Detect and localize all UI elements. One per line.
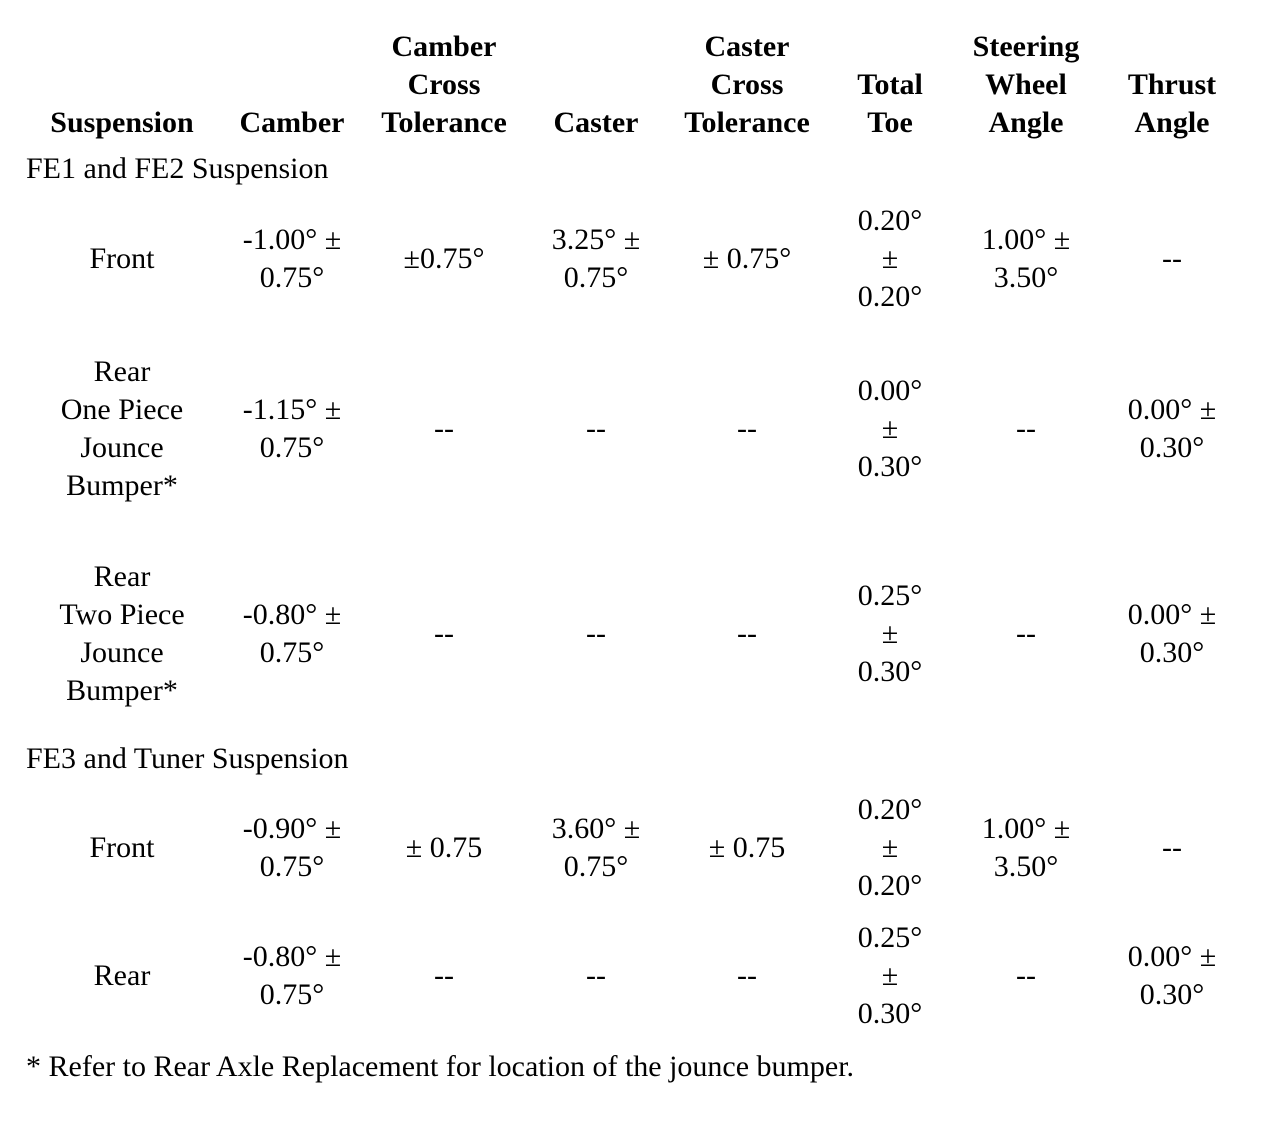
- cell-suspension: Front: [89, 242, 155, 275]
- header-caster-cross-tolerance: Caster Cross Tolerance: [684, 30, 810, 139]
- cell-caster: --: [586, 617, 606, 650]
- cell-total-toe: 0.00° ± 0.30°: [857, 374, 923, 483]
- cell-suspension: Rear Two Piece Jounce Bumper*: [59, 560, 185, 707]
- header-camber: Camber: [239, 106, 345, 139]
- table-body: [22, 144, 1244, 1040]
- section-title: FE3 and Tuner Suspension: [26, 742, 349, 775]
- cell-suspension: Rear One Piece Jounce Bumper*: [60, 355, 184, 502]
- table-row: [22, 324, 1244, 534]
- header-caster: Caster: [553, 106, 639, 139]
- cell-thrust-angle: 0.00° ± 0.30°: [1127, 940, 1217, 1011]
- cell-suspension: Rear: [93, 959, 151, 992]
- table-row: [22, 194, 1244, 324]
- header-row: [22, 28, 1244, 144]
- cell-camber-cross-tolerance: --: [434, 959, 454, 992]
- table-row: [22, 784, 1244, 912]
- cell-camber: -1.00° ± 0.75°: [242, 223, 342, 294]
- header-thrust-angle: Thrust Angle: [1127, 68, 1217, 139]
- table-row: [22, 912, 1244, 1040]
- header-camber-cross-tolerance: Camber Cross Tolerance: [381, 30, 507, 139]
- cell-steering-wheel-angle: --: [1016, 412, 1036, 445]
- cell-caster-cross-tolerance: ± 0.75: [708, 831, 786, 864]
- cell-steering-wheel-angle: --: [1016, 959, 1036, 992]
- section-row-fe1-fe2: [22, 144, 1244, 194]
- cell-camber: -1.15° ± 0.75°: [242, 393, 342, 464]
- cell-thrust-angle: 0.00° ± 0.30°: [1127, 393, 1217, 464]
- cell-caster-cross-tolerance: --: [737, 617, 757, 650]
- cell-suspension: Front: [89, 831, 155, 864]
- cell-camber: -0.90° ± 0.75°: [242, 812, 342, 883]
- cell-caster: 3.60° ± 0.75°: [551, 812, 641, 883]
- cell-camber: -0.80° ± 0.75°: [242, 598, 342, 669]
- cell-thrust-angle: 0.00° ± 0.30°: [1127, 598, 1217, 669]
- header-total-toe: Total Toe: [857, 68, 923, 139]
- cell-camber-cross-tolerance: --: [434, 617, 454, 650]
- cell-total-toe: 0.20° ± 0.20°: [857, 793, 923, 902]
- cell-thrust-angle: --: [1162, 242, 1182, 275]
- table-row: [22, 534, 1244, 734]
- cell-caster-cross-tolerance: --: [737, 959, 757, 992]
- footnote: * Refer to Rear Axle Replacement for location of the jounce bumper.: [26, 1050, 855, 1083]
- cell-steering-wheel-angle: 1.00° ± 3.50°: [981, 223, 1071, 294]
- cell-caster: --: [586, 412, 606, 445]
- cell-camber-cross-tolerance: --: [434, 412, 454, 445]
- cell-camber-cross-tolerance: ± 0.75: [405, 831, 483, 864]
- cell-caster: --: [586, 959, 606, 992]
- section-row-fe3-tuner: [22, 734, 1244, 784]
- alignment-spec-table: [22, 28, 1244, 1040]
- cell-camber-cross-tolerance: ±0.75°: [403, 242, 485, 275]
- cell-caster: 3.25° ± 0.75°: [551, 223, 641, 294]
- header-suspension: Suspension: [50, 106, 194, 139]
- cell-total-toe: 0.20° ± 0.20°: [857, 204, 923, 313]
- cell-total-toe: 0.25° ± 0.30°: [857, 579, 923, 688]
- cell-caster-cross-tolerance: ± 0.75°: [702, 242, 792, 275]
- cell-thrust-angle: --: [1162, 831, 1182, 864]
- section-title: FE1 and FE2 Suspension: [26, 152, 329, 185]
- cell-camber: -0.80° ± 0.75°: [242, 940, 342, 1011]
- cell-caster-cross-tolerance: --: [737, 412, 757, 445]
- header-steering-wheel-angle: Steering Wheel Angle: [972, 30, 1080, 139]
- table-header: [22, 28, 1244, 144]
- cell-total-toe: 0.25° ± 0.30°: [857, 921, 923, 1030]
- cell-steering-wheel-angle: 1.00° ± 3.50°: [981, 812, 1071, 883]
- cell-steering-wheel-angle: --: [1016, 617, 1036, 650]
